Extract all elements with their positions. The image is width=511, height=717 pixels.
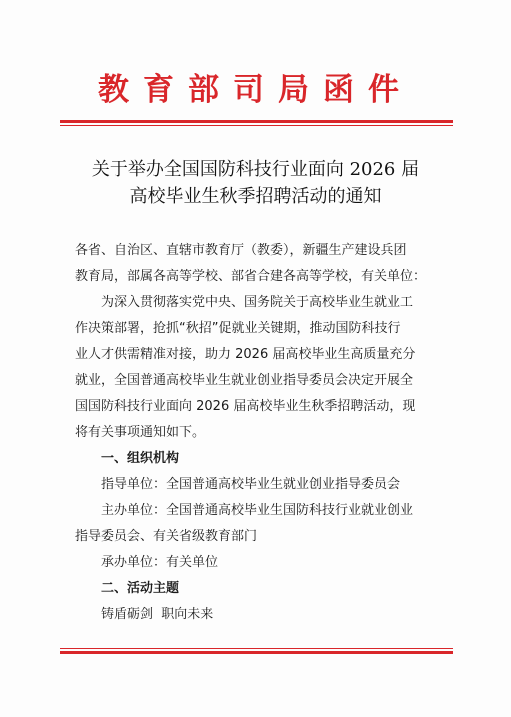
addressee-block (75, 238, 439, 290)
theme-line: 铸盾砺剑 职向未来 (101, 607, 214, 622)
footer-rule-thick (60, 651, 453, 654)
intro-line-1: 为深入贯彻落实党中央、国务院关于高校毕业生就业工 (101, 295, 414, 310)
footer-rule-thin (60, 648, 453, 649)
intro-paragraph (75, 290, 439, 446)
notice-title-line-1: 关于举办全国国防科技行业面向 2026 届 (91, 159, 420, 180)
intro-line-2: 作决策部署，抢抓“秋招”促就业关键期，推动国防科技行 (75, 321, 401, 336)
host-unit-line-2: 指导委员会、有关省级教育部门 (75, 529, 258, 544)
host-unit-line-1: 主办单位：全国普通高校毕业生国防科技行业就业创业 (101, 503, 414, 518)
guide-unit-line: 指导单位：全国普通高校毕业生就业创业指导委员会 (101, 477, 401, 492)
notice-title-line-2: 高校毕业生秋季招聘活动的通知 (129, 186, 382, 207)
section-1-heading: 一、组织机构 (101, 451, 180, 466)
letterhead-rule-thin (60, 125, 453, 126)
intro-line-3: 业人才供需精准对接，助力 2026 届高校毕业生高质量充分 (75, 347, 416, 362)
addressee-line-1: 各省、自治区、直辖市教育厅（教委），新疆生产建设兵团 (75, 243, 407, 258)
organizer-unit-line: 承办单位：有关单位 (101, 555, 219, 570)
intro-line-6: 将有关事项通知如下。 (75, 425, 206, 440)
section-2-heading: 二、活动主题 (101, 581, 180, 596)
section-organization (75, 446, 439, 576)
section-theme (75, 576, 439, 628)
intro-line-4: 就业，全国普通高校毕业生就业创业指导委员会决定开展全 (75, 373, 414, 388)
addressee-line-2: 教育局，部属各高等学校、部省合建各高等学校，有关单位： (75, 269, 427, 284)
letterhead-title: 教育部司局函件 (98, 72, 413, 108)
intro-line-5: 国国防科技行业面向 2026 届高校毕业生秋季招聘活动，现 (75, 399, 416, 414)
letterhead-rule-thick (60, 120, 453, 123)
